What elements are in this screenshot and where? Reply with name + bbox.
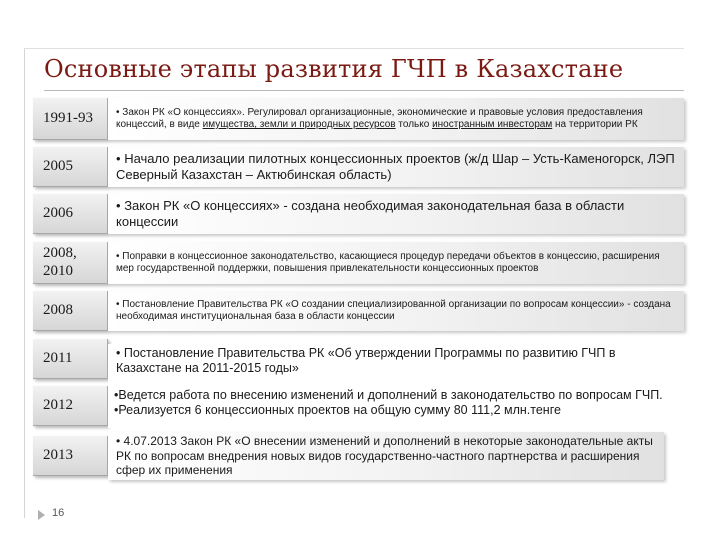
- bullet: •: [116, 106, 120, 118]
- year-label-2006: 2006: [33, 194, 108, 234]
- year-label-2012: 2012: [33, 386, 108, 426]
- stage-line: •Реализуется 6 концессионных проектов на общую сумму 80 111,2 млн.тенге: [114, 403, 561, 417]
- text-part: только: [395, 119, 433, 130]
- text-part: Постановление Правительства РК «Об утверждении Программы по развитию ГЧП в Казахстане на 2011-2015 годы»: [116, 345, 616, 375]
- title-divider: [44, 90, 684, 91]
- bullet: •: [116, 151, 121, 167]
- stage-description-1991-93: [108, 98, 684, 140]
- stage-text: [116, 251, 678, 275]
- year-label-1991-93: 1991-93: [33, 98, 108, 140]
- stage-text: [114, 388, 663, 419]
- page-marker-icon: [38, 510, 45, 520]
- text-part: Закон РК «О концессиях». Регулировал организационные, экономические и правовые условия предоставления концессий, в виде: [116, 106, 643, 130]
- stage-text: [116, 434, 658, 478]
- stage-text: [116, 346, 678, 377]
- top-border-line: [24, 48, 684, 49]
- year-label-2008-2010: 2008, 2010: [33, 242, 108, 284]
- stage-text: [116, 107, 678, 131]
- text-part: Поправки в концессионное законодательство, касающиеся процедур передачи объектов в концессию, расширения мер государственной поддержки, повышения привлекательности концессионных проектов: [116, 250, 660, 274]
- stage-description-2008-2010: [108, 242, 684, 284]
- stage-description-2011: [108, 344, 684, 378]
- page-number: 16: [52, 507, 65, 519]
- stage-description-2005: [108, 147, 684, 187]
- stage-text: [116, 151, 678, 183]
- stage-text: [116, 299, 678, 323]
- stage-description-2012: [108, 378, 684, 428]
- left-border-line: [24, 48, 25, 518]
- bullet: •: [116, 198, 121, 214]
- bullet: •: [116, 298, 120, 310]
- underlined-text-part: иностранным инвесторам: [432, 119, 553, 130]
- bullet: •: [116, 345, 121, 360]
- text-part: Постановление Правительства РК «О создании специализированной организации по вопросам концессии» - создана необходимая институциональная база в области концессии: [116, 298, 671, 322]
- page-title: Основные этапы развития ГЧП в Казахстане: [44, 55, 624, 83]
- stage-description-2013: [108, 432, 664, 480]
- text-part: на территории РК: [552, 119, 638, 130]
- bullet: •: [116, 250, 120, 262]
- text-part: Начало реализации пилотных концессионных проектов (ж/д Шар – Усть-Каменогорск, ЛЭП Северный Казахстан – Актюбинская область): [116, 151, 675, 182]
- text-part: 4.07.2013 Закон РК «О внесении изменений и дополнений в некоторые законодательные акты РК по вопросам внедрения новых видов государственно-частного партнерства и расширения сфер их применения: [116, 434, 653, 478]
- year-label-2013: 2013: [33, 436, 108, 476]
- bullet: •: [116, 434, 121, 449]
- stage-description-2008: [108, 291, 684, 331]
- year-label-2005: 2005: [33, 147, 108, 187]
- underlined-text-part: имущества, земли и природных ресурсов: [202, 119, 396, 130]
- stage-line: •Ведется работа по внесению изменений и дополнений в законодательство по вопросам ГЧП.: [114, 387, 663, 402]
- stage-text: [116, 198, 678, 230]
- text-part: Закон РК «О концессиях» - создана необходимая законодательная база в области концессии: [116, 198, 625, 229]
- year-label-2011: 2011: [33, 339, 108, 379]
- year-label-2008: 2008: [33, 291, 108, 331]
- stage-description-2006: [108, 194, 684, 234]
